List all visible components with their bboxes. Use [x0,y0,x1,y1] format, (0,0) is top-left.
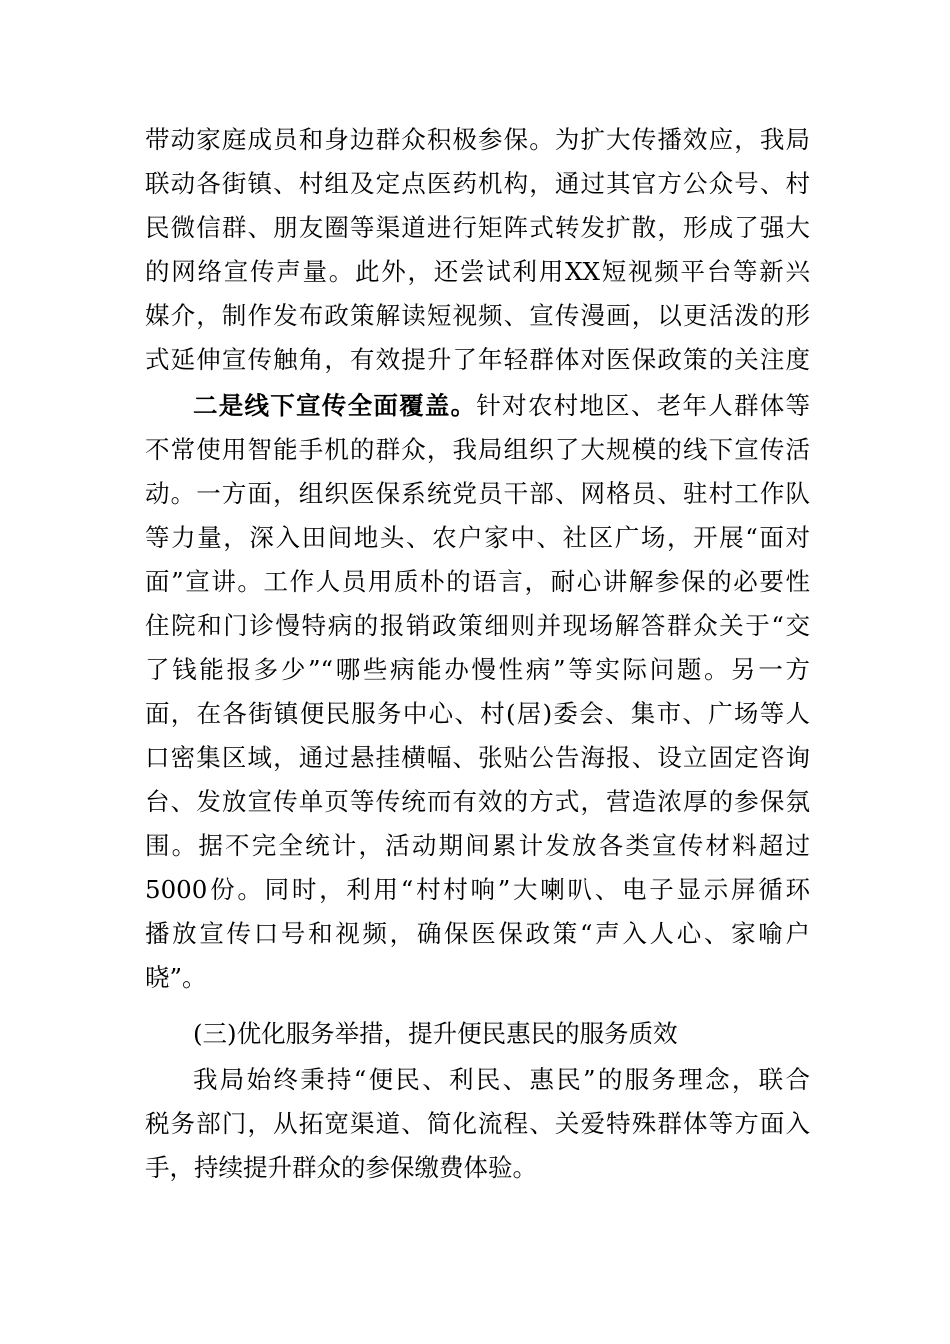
text-line: 面”宣讲。工作人员用质朴的语言，耐心讲解参保的必要性 [145,567,810,596]
bold-heading: 二是线下宣传全面覆盖。 [193,391,477,420]
text-line: 了钱能报多少”“哪些病能办慢性病”等实际问题。另一方 [145,655,810,684]
text-run: 针对农村地区、老年人群体等 [476,391,810,420]
text-line: 口密集区域，通过悬挂横幅、张贴公告海报、设立固定咨询 [145,743,810,772]
text-line: 住院和门诊慢特病的报销政策细则并现场解答群众关于“交 [145,611,810,640]
text-line: 5000份。同时，利用“村村响”大喇叭、电子显示屏循环 [145,875,810,904]
text-line: 民微信群、朋友圈等渠道进行矩阵式转发扩散，形成了强大 [145,213,810,242]
text-line: 台、发放宣传单页等传统而有效的方式，营造浓厚的参保氛 [145,787,810,816]
paragraph-first-line: 我局始终秉持“便民、利民、惠民”的服务理念，联合 [193,1065,810,1094]
section-heading: (三)优化服务举措，提升便民惠民的服务质效 [193,1019,678,1048]
text-line: 等力量，深入田间地头、农户家中、社区广场，开展“面对 [145,523,810,552]
text-line: 手，持续提升群众的参保缴费体验。 [145,1153,537,1182]
text-line: 的网络宣传声量。此外，还尝试利用XX短视频平台等新兴 [145,257,810,286]
text-line: 不常使用智能手机的群众，我局组织了大规模的线下宣传活 [145,435,810,464]
text-line: 税务部门，从拓宽渠道、简化流程、关爱特殊群体等方面入 [145,1109,810,1138]
text-line: 带动家庭成员和身边群众积极参保。为扩大传播效应，我局 [145,125,810,154]
text-line: 围。据不完全统计，活动期间累计发放各类宣传材料超过 [145,831,810,860]
text-line: 式延伸宣传触角，有效提升了年轻群体对医保政策的关注度 [145,345,810,374]
text-line: 媒介，制作发布政策解读短视频、宣传漫画，以更活泼的形 [145,301,810,330]
text-line: 动。一方面，组织医保系统党员干部、网格员、驻村工作队 [145,479,810,508]
paragraph-first-line [193,384,810,428]
text-line: 面，在各街镇便民服务中心、村(居)委会、集市、广场等人 [145,699,810,728]
text-line: 播放宣传口号和视频，确保医保政策“声入人心、家喻户 [145,919,810,948]
text-line: 晓”。 [145,963,207,992]
text-line: 联动各街镇、村组及定点医药机构，通过其官方公众号、村 [145,169,810,198]
